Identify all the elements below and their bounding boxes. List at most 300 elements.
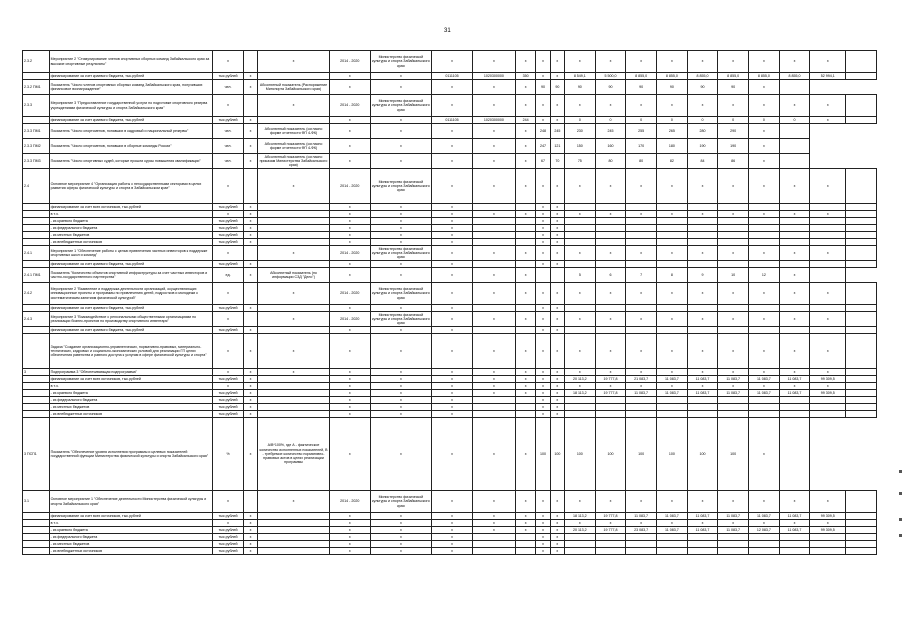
table-cell xyxy=(595,534,626,541)
table-cell xyxy=(515,397,535,404)
table-cell: х xyxy=(718,383,749,390)
table-cell: х xyxy=(657,334,688,369)
table-cell: х xyxy=(550,534,564,541)
table-cell: х xyxy=(749,491,780,513)
table-cell: х xyxy=(370,239,431,246)
table-cell: х xyxy=(810,312,846,327)
table-cell: х xyxy=(472,246,515,261)
table-cell: х xyxy=(687,334,718,369)
table-cell: х xyxy=(515,418,535,491)
table-cell: х xyxy=(550,283,564,305)
table-cell xyxy=(846,312,877,327)
table-cell: х xyxy=(243,261,257,268)
table-cell: х xyxy=(595,491,626,513)
table-cell: тыс.рублей xyxy=(213,376,244,383)
table-cell: х xyxy=(472,95,515,117)
table-cell: х xyxy=(329,225,370,232)
row-code-cell xyxy=(23,261,50,268)
table-cell: х xyxy=(515,124,535,139)
table-cell: 0111105 xyxy=(432,117,473,124)
table-cell: х xyxy=(810,211,846,218)
table-cell xyxy=(243,283,257,305)
table-cell: х xyxy=(515,513,535,520)
table-cell xyxy=(515,541,535,548)
table-cell: х xyxy=(329,117,370,124)
table-cell: х xyxy=(626,520,657,527)
table-cell: чел. xyxy=(213,154,244,169)
table-cell: х xyxy=(243,376,257,383)
table-cell xyxy=(626,548,657,555)
table-row xyxy=(23,261,877,268)
table-cell xyxy=(258,261,330,268)
table-row xyxy=(23,527,877,534)
table-cell xyxy=(749,534,780,541)
table-cell: х xyxy=(657,520,688,527)
table-cell: х xyxy=(243,404,257,411)
table-cell xyxy=(846,383,877,390)
table-cell xyxy=(626,225,657,232)
table-cell: х xyxy=(432,261,473,268)
table-cell: х xyxy=(370,73,431,80)
table-cell xyxy=(657,305,688,312)
table-cell: х xyxy=(472,268,515,283)
table-cell: х xyxy=(550,218,564,225)
row-code-cell: 2.4.1 xyxy=(23,246,50,261)
row-title-cell: - из краевого бюджета xyxy=(49,527,213,534)
table-cell: х xyxy=(432,283,473,305)
row-title-cell: финансирование за счет всех источников, тыс.рублей xyxy=(49,513,213,520)
table-cell xyxy=(258,404,330,411)
table-cell: х xyxy=(472,513,515,520)
table-cell xyxy=(564,239,595,246)
table-cell: х xyxy=(550,390,564,397)
table-cell: 90 xyxy=(595,80,626,95)
table-cell: 0 xyxy=(626,117,657,124)
table-cell: х xyxy=(550,369,564,376)
table-cell: 80 xyxy=(626,154,657,169)
table-cell: х xyxy=(370,513,431,520)
row-code-cell: 3 xyxy=(23,369,50,376)
table-cell: х xyxy=(810,117,846,124)
table-cell: 255 xyxy=(626,124,657,139)
table-cell: х xyxy=(550,541,564,548)
table-cell xyxy=(846,169,877,204)
table-cell: х xyxy=(432,404,473,411)
table-cell xyxy=(810,261,846,268)
table-cell: х xyxy=(213,95,244,117)
table-cell xyxy=(657,204,688,211)
table-cell xyxy=(626,327,657,334)
table-cell xyxy=(472,534,515,541)
table-cell xyxy=(846,225,877,232)
table-cell: х xyxy=(564,169,595,204)
table-cell xyxy=(846,534,877,541)
table-cell: х xyxy=(472,211,515,218)
table-cell xyxy=(810,411,846,418)
table-cell: х xyxy=(432,548,473,555)
row-title-cell: Мероприятие 2 "Стимулирование членов спортивных сборных команд Забайкальского края за высокие спортивные результаты" xyxy=(49,51,213,73)
table-cell: х xyxy=(595,312,626,327)
table-cell: х xyxy=(536,73,550,80)
table-cell xyxy=(779,541,810,548)
table-cell: х xyxy=(564,95,595,117)
table-cell xyxy=(779,139,810,154)
table-cell: х xyxy=(329,80,370,95)
table-cell xyxy=(564,541,595,548)
table-cell xyxy=(846,95,877,117)
table-cell xyxy=(472,204,515,211)
table-cell: х xyxy=(329,397,370,404)
table-cell: х xyxy=(432,390,473,397)
table-row xyxy=(23,268,877,283)
table-cell xyxy=(626,239,657,246)
table-cell xyxy=(243,51,257,73)
table-cell: х xyxy=(687,169,718,204)
table-cell: х xyxy=(432,124,473,139)
table-cell xyxy=(626,305,657,312)
table-cell: х xyxy=(550,327,564,334)
table-cell xyxy=(810,218,846,225)
table-cell xyxy=(472,239,515,246)
row-code-cell xyxy=(23,211,50,218)
row-title-cell: финансирование за счет краевого бюджета, тыс.рублей xyxy=(49,305,213,312)
table-cell: х xyxy=(564,283,595,305)
table-cell xyxy=(595,218,626,225)
table-cell: х xyxy=(564,312,595,327)
row-code-cell: 2.3.3 ПМ1 xyxy=(23,124,50,139)
table-cell: х xyxy=(515,283,535,305)
table-cell xyxy=(779,154,810,169)
table-cell: 11 083,7 xyxy=(657,376,688,383)
table-cell: тыс.рублей xyxy=(213,225,244,232)
table-cell: х xyxy=(243,225,257,232)
table-cell: х xyxy=(432,211,473,218)
table-cell: х xyxy=(243,232,257,239)
table-cell: х xyxy=(329,218,370,225)
table-cell xyxy=(258,548,330,555)
table-row xyxy=(23,211,877,218)
table-cell: х xyxy=(329,383,370,390)
table-cell: х xyxy=(550,491,564,513)
table-cell: 99 309,5 xyxy=(810,390,846,397)
table-cell: х xyxy=(749,418,780,491)
row-code-cell xyxy=(23,305,50,312)
table-cell: 23 083,7 xyxy=(626,527,657,534)
table-cell: х xyxy=(779,383,810,390)
table-cell xyxy=(626,411,657,418)
table-cell: х xyxy=(472,527,515,534)
table-cell: х xyxy=(432,534,473,541)
row-code-cell: 2.3.3 ПМ2 xyxy=(23,139,50,154)
table-cell: 8 xyxy=(657,268,688,283)
table-cell: х xyxy=(432,541,473,548)
table-cell xyxy=(687,404,718,411)
table-cell xyxy=(595,411,626,418)
table-cell xyxy=(515,225,535,232)
table-cell: х xyxy=(550,232,564,239)
row-code-cell xyxy=(23,527,50,534)
table-cell: х xyxy=(595,169,626,204)
table-cell xyxy=(846,541,877,548)
table-cell: х xyxy=(536,312,550,327)
table-cell: х xyxy=(564,383,595,390)
table-cell: х xyxy=(550,261,564,268)
table-cell xyxy=(243,491,257,513)
table-cell: 0 xyxy=(749,117,780,124)
table-cell xyxy=(626,261,657,268)
table-cell xyxy=(564,232,595,239)
table-row xyxy=(23,404,877,411)
table-cell xyxy=(749,327,780,334)
table-cell: х xyxy=(432,520,473,527)
table-cell xyxy=(779,239,810,246)
table-cell: х xyxy=(329,334,370,369)
table-row xyxy=(23,51,877,73)
table-cell: х xyxy=(749,154,780,169)
table-cell: х xyxy=(329,527,370,534)
row-title-cell: Подпрограмма 3 "Обеспечивающая подпрограмма" xyxy=(49,369,213,376)
row-title-cell: Мероприятие 1 "Обеспечение работы с целью привлечения частных инвесторов к поддержке спортивных школ и команд" xyxy=(49,246,213,261)
table-cell: 99 309,5 xyxy=(810,513,846,520)
table-cell: 11 083,7 xyxy=(779,527,810,534)
table-cell xyxy=(718,397,749,404)
row-code-cell: 2.4.1 ПМ1 xyxy=(23,268,50,283)
table-cell: х xyxy=(564,520,595,527)
row-title-cell: финансирование за счет всех источников, тыс.рублей xyxy=(49,204,213,211)
table-cell: х xyxy=(432,246,473,261)
table-cell: х xyxy=(536,51,550,73)
table-cell: х xyxy=(243,154,257,169)
table-cell xyxy=(258,117,330,124)
table-cell: х xyxy=(687,369,718,376)
table-cell: х xyxy=(329,211,370,218)
table-cell: х xyxy=(329,404,370,411)
table-row xyxy=(23,95,877,117)
table-cell: 0 xyxy=(657,117,688,124)
table-row xyxy=(23,548,877,555)
table-cell xyxy=(718,218,749,225)
table-row xyxy=(23,418,877,491)
table-cell: 5 xyxy=(564,268,595,283)
table-cell: 2014 - 2020 xyxy=(329,491,370,513)
table-cell: х xyxy=(810,491,846,513)
table-cell: х xyxy=(718,491,749,513)
table-cell xyxy=(564,534,595,541)
table-cell: х xyxy=(550,404,564,411)
table-cell xyxy=(846,411,877,418)
table-cell: х xyxy=(749,80,780,95)
table-cell: 1020300000 xyxy=(472,73,515,80)
table-cell xyxy=(657,541,688,548)
table-cell: х xyxy=(432,513,473,520)
table-cell xyxy=(687,261,718,268)
row-code-cell xyxy=(23,397,50,404)
table-cell: х xyxy=(329,73,370,80)
row-code-cell: 2.4 xyxy=(23,169,50,204)
table-cell: х xyxy=(515,390,535,397)
table-cell xyxy=(779,232,810,239)
table-cell: х xyxy=(329,541,370,548)
row-code-cell xyxy=(23,117,50,124)
table-cell: х xyxy=(718,283,749,305)
table-cell: 0 xyxy=(595,117,626,124)
table-row xyxy=(23,327,877,334)
table-cell: х xyxy=(536,283,550,305)
table-cell xyxy=(595,225,626,232)
table-cell: х xyxy=(657,95,688,117)
table-cell xyxy=(258,541,330,548)
row-title-cell: - из федерального бюджета xyxy=(49,225,213,232)
table-cell: х xyxy=(515,95,535,117)
table-cell: тыс.рублей xyxy=(213,534,244,541)
table-cell: х xyxy=(329,232,370,239)
table-cell: тыс.рублей xyxy=(213,397,244,404)
table-cell: х xyxy=(472,491,515,513)
table-row xyxy=(23,232,877,239)
table-cell xyxy=(515,261,535,268)
table-cell: х xyxy=(370,204,431,211)
table-cell: х xyxy=(329,520,370,527)
table-cell: х xyxy=(243,117,257,124)
table-row xyxy=(23,312,877,327)
table-row xyxy=(23,225,877,232)
row-title-cell: финансирование за счет краевого бюджета, тыс.рублей xyxy=(49,73,213,80)
table-cell: 70 xyxy=(550,154,564,169)
table-cell: х xyxy=(810,51,846,73)
table-cell xyxy=(846,491,877,513)
table-cell: х xyxy=(243,139,257,154)
table-cell: х xyxy=(687,211,718,218)
table-cell: х xyxy=(718,520,749,527)
table-cell: 150 xyxy=(564,139,595,154)
table-cell: х xyxy=(432,369,473,376)
table-cell xyxy=(749,404,780,411)
table-cell xyxy=(657,261,688,268)
table-cell: Абсолютный показатель (согласно форме отчетности ФП 4-ФК) xyxy=(258,124,330,139)
table-cell: х xyxy=(749,283,780,305)
table-cell: х xyxy=(657,312,688,327)
table-cell: х xyxy=(370,541,431,548)
table-cell xyxy=(846,390,877,397)
table-cell xyxy=(749,548,780,555)
table-cell: х xyxy=(329,239,370,246)
table-row xyxy=(23,124,877,139)
table-cell: х xyxy=(626,491,657,513)
table-cell: х xyxy=(550,548,564,555)
table-cell xyxy=(258,397,330,404)
row-code-cell xyxy=(23,404,50,411)
table-cell xyxy=(718,327,749,334)
table-cell: х xyxy=(779,211,810,218)
table-cell xyxy=(810,548,846,555)
table-cell: х xyxy=(243,268,257,283)
table-cell: х xyxy=(779,520,810,527)
table-cell: 0 xyxy=(779,117,810,124)
table-cell: х xyxy=(687,283,718,305)
table-row xyxy=(23,80,877,95)
table-cell: х xyxy=(329,548,370,555)
table-cell xyxy=(626,204,657,211)
table-cell: х xyxy=(595,211,626,218)
table-row xyxy=(23,139,877,154)
row-title-cell: - из внебюджетных источников xyxy=(49,411,213,418)
table-cell xyxy=(472,541,515,548)
row-title-cell: - из федерального бюджета xyxy=(49,397,213,404)
table-cell: тыс.рублей xyxy=(213,390,244,397)
table-cell: х xyxy=(515,334,535,369)
table-cell xyxy=(657,327,688,334)
row-title-cell: финансирование за счет всех источников, тыс.рублей xyxy=(49,376,213,383)
row-title-cell: финансирование за счет краевого бюджета, тыс.рублей xyxy=(49,327,213,334)
table-cell: х xyxy=(370,211,431,218)
table-row xyxy=(23,534,877,541)
table-cell: х xyxy=(243,397,257,404)
table-cell: х xyxy=(370,404,431,411)
table-cell: х xyxy=(432,418,473,491)
table-cell: х xyxy=(329,369,370,376)
table-cell: 245 xyxy=(595,124,626,139)
table-cell: 11 083,7 xyxy=(718,390,749,397)
table-cell: х xyxy=(515,268,535,283)
table-cell: тыс.рублей xyxy=(213,548,244,555)
table-cell: х xyxy=(749,139,780,154)
table-cell xyxy=(779,204,810,211)
table-cell: Министерство физической культуры и спорта Забайкальского края xyxy=(370,283,431,305)
table-cell: х xyxy=(536,204,550,211)
table-cell: х xyxy=(626,369,657,376)
table-cell: х xyxy=(213,383,244,390)
table-cell: 350 xyxy=(515,73,535,80)
table-row xyxy=(23,239,877,246)
table-cell: тыс.рублей xyxy=(213,527,244,534)
table-cell: х xyxy=(515,369,535,376)
table-cell xyxy=(472,327,515,334)
table-cell: 90 xyxy=(626,80,657,95)
table-cell xyxy=(515,204,535,211)
table-cell: х xyxy=(550,411,564,418)
table-cell: х xyxy=(550,527,564,534)
row-title-cell: - из федерального бюджета xyxy=(49,534,213,541)
table-cell: 6 xyxy=(595,268,626,283)
table-cell: х xyxy=(564,246,595,261)
table-cell: тыс.рублей xyxy=(213,117,244,124)
table-cell xyxy=(626,534,657,541)
table-row xyxy=(23,376,877,383)
table-cell: х xyxy=(432,334,473,369)
table-cell: х xyxy=(329,513,370,520)
table-cell: 245 xyxy=(550,124,564,139)
table-cell: 11 083,7 xyxy=(779,390,810,397)
table-cell xyxy=(846,204,877,211)
table-cell xyxy=(779,218,810,225)
table-cell: х xyxy=(329,327,370,334)
table-cell xyxy=(243,169,257,204)
table-cell xyxy=(657,239,688,246)
row-title-cell: - из внебюджетных источников xyxy=(49,548,213,555)
table-cell: х xyxy=(243,534,257,541)
table-cell xyxy=(258,239,330,246)
table-cell xyxy=(595,541,626,548)
row-title-cell: Мероприятие 3 "Взаимодействие с региональными общественными организациями по реализации бизнес-проектов по производству спортивного инвентаря" xyxy=(49,312,213,327)
table-cell: х xyxy=(536,520,550,527)
table-cell xyxy=(846,239,877,246)
table-cell: х xyxy=(595,383,626,390)
table-cell: х xyxy=(536,404,550,411)
table-cell: х xyxy=(370,376,431,383)
table-cell: х xyxy=(550,239,564,246)
table-cell: х xyxy=(718,369,749,376)
row-title-cell: Показатель "Число спортсменов, попавших в сборные команды России" xyxy=(49,139,213,154)
